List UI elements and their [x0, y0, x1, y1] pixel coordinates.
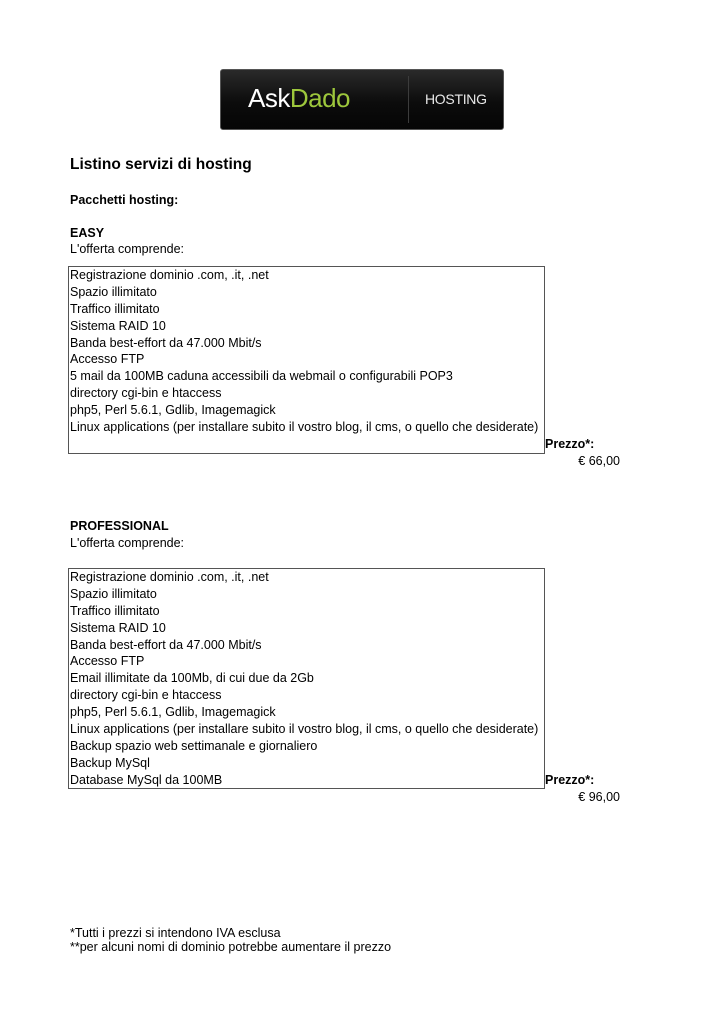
package-name-easy: EASY	[70, 226, 105, 240]
feature-item: Traffico illimitato	[70, 301, 160, 316]
feature-item: Sistema RAID 10	[70, 620, 166, 635]
feature-item: Database MySql da 100MB	[70, 772, 223, 787]
logo-divider	[408, 76, 409, 123]
feature-item: Accesso FTP	[70, 352, 145, 367]
feature-item: Accesso FTP	[70, 654, 145, 669]
feature-item: Linux applications (per installare subito il vostro blog, il cms, o quello che desiderate)	[70, 722, 539, 737]
package-intro-easy: L'offerta comprende:	[70, 242, 185, 256]
price-value-professional: € 96,00	[578, 790, 620, 804]
feature-item: Linux applications (per installare subito il vostro blog, il cms, o quello che desiderate)	[70, 420, 539, 435]
price-value-easy: € 66,00	[578, 454, 620, 468]
feature-item: php5, Perl 5.6.1, Gdlib, Imagemagick	[70, 403, 276, 418]
askdado-hosting-logo	[220, 69, 504, 130]
logo-wordmark: AskDado	[248, 83, 350, 113]
feature-list-easy	[68, 266, 545, 454]
footnote-vat: *Tutti i prezzi si intendono IVA esclusa	[70, 926, 281, 940]
feature-item: Registrazione dominio .com, .it, .net	[70, 570, 269, 584]
feature-item: php5, Perl 5.6.1, Gdlib, Imagemagick	[70, 705, 276, 720]
feature-item: Traffico illimitato	[70, 603, 160, 618]
feature-item: Banda best-effort da 47.000 Mbit/s	[70, 637, 262, 652]
feature-item: Sistema RAID 10	[70, 318, 166, 333]
feature-item: Banda best-effort da 47.000 Mbit/s	[70, 335, 262, 350]
feature-item: Backup spazio web settimanale e giornaliero	[70, 738, 318, 753]
price-label-easy: Prezzo*:	[545, 437, 595, 451]
feature-item: directory cgi-bin e htaccess	[70, 386, 222, 401]
section-subtitle: Pacchetti hosting:	[70, 193, 179, 207]
price-label-professional: Prezzo*:	[545, 773, 595, 787]
feature-item: directory cgi-bin e htaccess	[70, 688, 222, 703]
feature-item: Registrazione dominio .com, .it, .net	[70, 268, 269, 282]
footnote-domain: **per alcuni nomi di dominio potrebbe aumentare il prezzo	[70, 940, 392, 954]
feature-item: Spazio illimitato	[70, 586, 157, 601]
feature-item: Spazio illimitato	[70, 284, 157, 299]
package-name-professional: PROFESSIONAL	[70, 519, 169, 533]
package-intro-professional: L'offerta comprende:	[70, 536, 185, 550]
feature-list-professional	[68, 568, 545, 789]
feature-item: Email illimitate da 100Mb, di cui due da 2Gb	[70, 671, 314, 686]
logo-hosting-label: HOSTING	[425, 91, 487, 107]
feature-item: Backup MySql	[70, 755, 150, 770]
feature-item: 5 mail da 100MB caduna accessibili da webmail o configurabili POP3	[70, 369, 453, 384]
page-title: Listino servizi di hosting	[70, 156, 252, 173]
